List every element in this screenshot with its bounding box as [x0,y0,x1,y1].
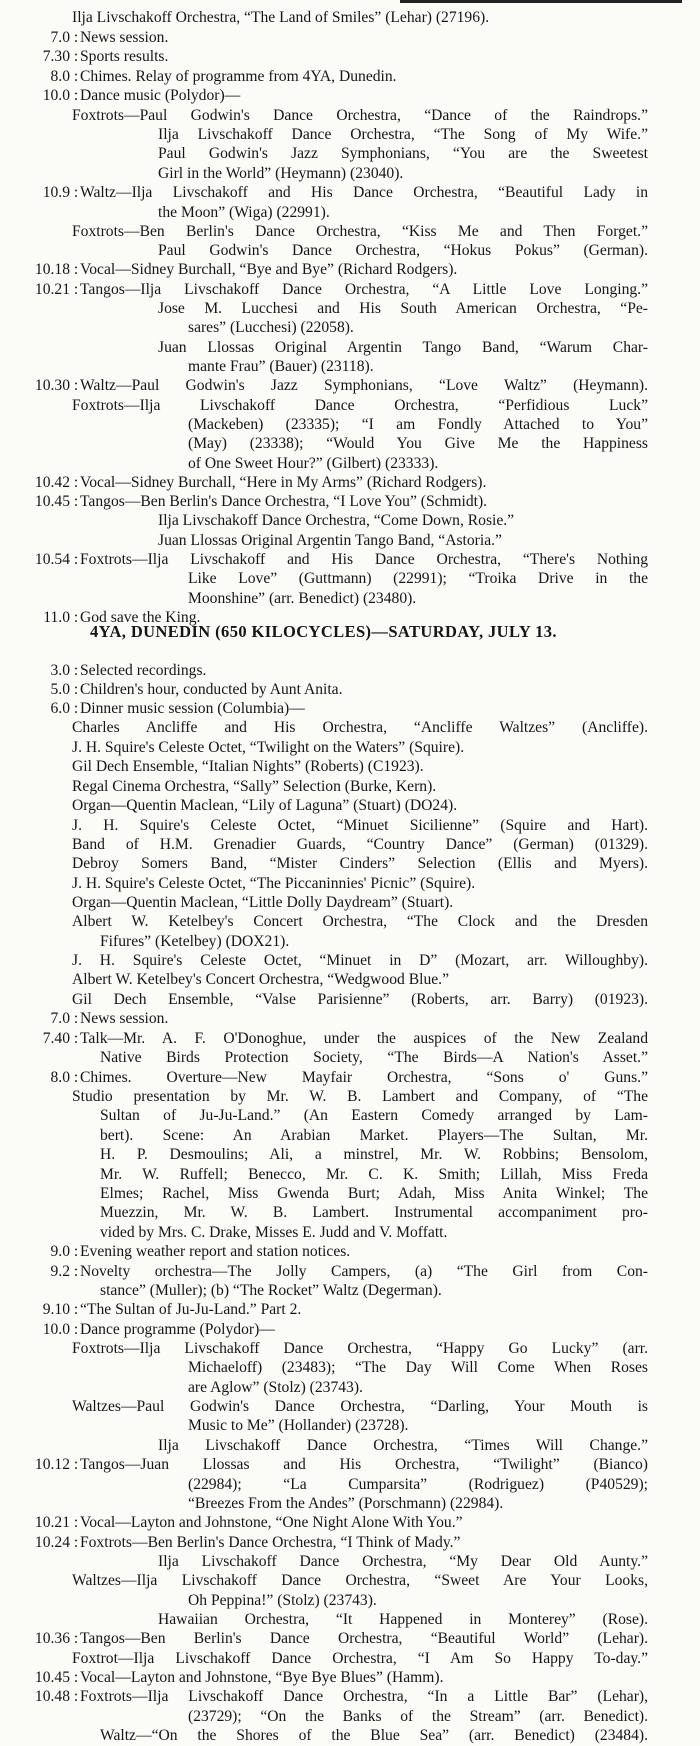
programme-text: H. P. Desmoulins; Ali, a minstrel, Mr. W. Robbins; Bensolom, [100,1146,648,1163]
time-label: 10.21 [34,281,70,298]
programme-line [0,1494,700,1514]
time-label: 10.54 [34,551,70,568]
programme-line [0,1106,700,1126]
time-separator: : [73,68,79,85]
programme-line [0,1687,700,1707]
programme-text: Tangos—Ben Berlin's Dance Orchestra, “I Love You” (Schmidt). [80,493,488,510]
time-label: 10.45 [34,1669,70,1686]
programme-line [0,1378,700,1398]
time-label: 7.40 [42,1030,70,1047]
programme-line [0,893,700,913]
programme-text: Juan Llossas Original Argentin Tango Band, “Astoria.” [158,532,502,549]
programme-line [0,854,700,874]
programme-line [0,1668,700,1688]
programme-line [0,699,700,719]
programme-line [0,1513,700,1533]
programme-line [0,1533,700,1553]
programme-line [0,203,700,223]
time-separator: : [73,1301,79,1318]
programme-text: Evening weather report and station notices. [80,1243,351,1260]
programme-text: Elmes; Rachel, Miss Gwenda Burt; Adah, Miss Anita Winkel; The [100,1185,648,1202]
programme-text: Albert W. Ketelbey's Concert Orchestra, “Wedgwood Blue.” [72,971,449,988]
programme-line [0,1184,700,1204]
programme-line [0,67,700,87]
programme-line [0,1649,700,1669]
time-separator: : [73,184,79,201]
programme-text: Vocal—Sidney Burchall, “Here in My Arms” (Richard Rodgers). [80,474,487,491]
programme-text: Sultan of Ju-Ju-Land.” (An Eastern Comedy arranged by Lam- [100,1107,648,1124]
programme-line [0,1726,700,1746]
programme-text: Vocal—Sidney Burchall, “Bye and Bye” (Richard Rodgers). [80,261,458,278]
programme-text: Foxtrots—Ilja Livschakoff Dance Orchestra, “Perfidious Luck” [72,397,648,414]
programme-text: Novelty orchestra—The Jolly Campers, (a) “The Girl from Con- [80,1263,648,1280]
programme-line [0,874,700,894]
programme-line [0,1397,700,1417]
programme-line [0,1358,700,1378]
programme-text: Waltzes—Paul Godwin's Dance Orchestra, “Darling, Your Mouth is [72,1398,648,1415]
time-label: 10.30 [34,377,70,394]
programme-line [0,183,700,203]
programme-line [0,661,700,681]
programme-line [0,1242,700,1262]
programme-text: News session. [80,29,169,46]
time-label: 9.2 [50,1263,70,1280]
programme-line [0,1610,700,1630]
programme-line [0,1087,700,1107]
time-separator: : [73,474,79,491]
programme-line [0,1416,700,1436]
programme-line [0,1223,700,1243]
programme-line [0,106,700,126]
programme-text: Selected recordings. [80,662,207,679]
programme-line [0,589,700,609]
programme-text: (23729); “On the Banks of the Stream” (arr. Benedict). [188,1708,648,1725]
programme-text: (Mackeben) (23335); “I am Fondly Attached to You” [188,416,648,433]
programme-text: Juan Llossas Original Argentin Tango Band, “Warum Char- [158,339,648,356]
programme-line [0,454,700,474]
programme-text: Albert W. Ketelbey's Concert Orchestra, “The Clock and the Dresden [72,913,648,930]
programme-text: Moonshine” (arr. Benedict) (23480). [188,590,417,607]
programme-text: Foxtrots—Ben Berlin's Dance Orchestra, “Kiss Me and Then Forget.” [72,223,648,240]
programme-text: Foxtrots—Paul Godwin's Dance Orchestra, “Dance of the Raindrops.” [72,107,648,124]
time-label: 10.0 [42,1321,70,1338]
programme-text: Chimes. Relay of programme from 4YA, Dunedin. [80,68,397,85]
time-separator: : [73,493,79,510]
programme-line [0,8,700,28]
programme-text: (May) (23338); “Would You Give Me the Happiness [188,435,648,452]
programme-text: Charles Ancliffe and His Orchestra, “Ancliffe Waltzes” (Ancliffe). [72,719,648,736]
time-label: 10.42 [34,474,70,491]
programme-text: Native Birds Protection Society, “The Birds—A Nation's Asset.” [100,1049,648,1066]
programme-line [0,1048,700,1068]
programme-line [0,1629,700,1649]
programme-text: Regal Cinema Orchestra, “Sally” Selection (Burke, Kern). [72,778,437,795]
programme-line [0,280,700,300]
programme-line [0,125,700,145]
programme-text: Foxtrots—Ilja Livschakoff Dance Orchestra, “Happy Go Lucky” (arr. [72,1340,648,1357]
programme-text: the Moon” (Wiga) (22991). [158,204,330,221]
programme-text: Ilja Livschakoff Dance Orchestra, “Times Will Change.” [158,1437,648,1454]
top-rule [400,0,682,3]
programme-text: Foxtrots—Ben Berlin's Dance Orchestra, “I Think of Mady.” [80,1534,461,1551]
programme-text: Ilja Livschakoff Orchestra, “The Land of Smiles” (Lehar) (27196). [72,9,490,26]
time-separator: : [73,281,79,298]
programme-text: stance” (Muller); (b) “The Rocket” Waltz (Degerman). [100,1282,442,1299]
programme-line [0,144,700,164]
programme-text: Tangos—Ilja Livschakoff Dance Orchestra, “A Little Love Longing.” [80,281,648,298]
time-separator: : [73,377,79,394]
programme-text: J. H. Squire's Celeste Octet, “Minuet Sicilienne” (Squire and Hart). [72,817,648,834]
programme-line [0,1281,700,1301]
programme-line [0,47,700,67]
time-label: 10.12 [34,1456,70,1473]
programme-line [0,1145,700,1165]
time-label: 10.21 [34,1514,70,1531]
time-label: 11.0 [43,609,70,626]
programme-text: Children's hour, conducted by Aunt Anita. [80,681,343,698]
programme-line [0,260,700,280]
programme-text: Sports results. [80,48,169,65]
programme-text: mante Frau” (Bauer) (23118). [188,358,374,375]
programme-line [0,970,700,990]
programme-text: Organ—Quentin Maclean, “Little Dolly Daydream” (Stuart). [72,894,454,911]
time-separator: : [73,1514,79,1531]
programme-text: Fifures” (Ketelbey) (DOX21). [100,933,290,950]
programme-line [0,415,700,435]
programme-text: Gil Dech Ensemble, “Valse Parisienne” (Roberts, arr. Barry) (01923). [72,991,648,1008]
programme-text: Band of H.M. Grenadier Guards, “Country Dance” (German) (01329). [72,836,648,853]
programme-text: Hawaiian Orchestra, “It Happened in Monterey” (Rose). [158,1611,648,1628]
programme-line [0,1009,700,1029]
time-label: 10.45 [34,493,70,510]
programme-text: God save the King. [80,609,201,626]
programme-line [0,569,700,589]
programme-text: J. H. Squire's Celeste Octet, “The Piccaninnies' Picnic” (Squire). [72,875,476,892]
programme-text: Vocal—Layton and Johnstone, “One Night Alone With You.” [80,1514,463,1531]
programme-line [0,912,700,932]
programme-line [0,338,700,358]
programme-line [0,531,700,551]
programme-text: Muezzin, Mr. W. B. Lambert. Instrumental accompaniment pro- [100,1204,648,1221]
programme-text: “Breezes From the Andes” (Porschmann) (22984). [188,1495,504,1512]
programme-text: of One Sweet Hour?” (Gilbert) (23333). [188,455,439,472]
time-label: 10.18 [34,261,70,278]
programme-text: Ilja Livschakoff Dance Orchestra, “Come Down, Rosie.” [158,512,515,529]
time-separator: : [73,700,79,717]
time-label: 7.30 [42,48,70,65]
programme-text: Foxtrots—Ilja Livschakoff and His Dance Orchestra, “There's Nothing [80,551,648,568]
programme-text: Michaeloff) (23483); “The Day Will Come When Roses [188,1359,648,1376]
programme-line [0,318,700,338]
programme-text: sares” (Lucchesi) (22058). [188,319,354,336]
programme-text: Waltzes—Ilja Livschakoff Dance Orchestra, “Sweet Are Your Looks, [72,1572,648,1589]
time-separator: : [73,609,79,626]
programme-line [0,376,700,396]
programme-text: Chimes. Overture—New Mayfair Orchestra, “Sons o' Guns.” [80,1069,648,1086]
time-separator: : [73,87,79,104]
programme-line [0,28,700,48]
time-separator: : [73,48,79,65]
programme-text: Mr. W. Ruffell; Benecco, Mr. C. K. Smith; Lillah, Miss Freda [100,1166,648,1183]
station-heading: 4YA, DUNEDIN (650 KILOCYCLES)—SATURDAY, JULY 13. [90,622,557,641]
programme-line [0,757,700,777]
time-label: 8.0 [50,1069,70,1086]
time-separator: : [73,1669,79,1686]
programme-text: Paul Godwin's Dance Orchestra, “Hokus Pokus” (German). [158,242,648,259]
programme-line [0,1552,700,1572]
time-label: 5.0 [50,681,70,698]
programme-text: (22984); “La Cumparsita” (Rodriguez) (P40529); [188,1476,648,1493]
programme-text: Gil Dech Ensemble, “Italian Nights” (Roberts) (C1923). [72,758,424,775]
programme-text: Like Love” (Guttmann) (22991); “Troika Drive in the [188,570,648,587]
programme-text: bert). Scene: An Arabian Market. Players—The Sultan, Mr. [100,1127,648,1144]
time-separator: : [73,1030,79,1047]
programme-line [0,241,700,261]
time-separator: : [73,1688,79,1705]
programme-text: Waltz—“On the Shores of the Blue Sea” (arr. Benedict) (23484). [100,1727,648,1744]
time-separator: : [73,1069,79,1086]
time-label: 10.36 [34,1630,70,1647]
programme-text: Dance music (Polydor)— [80,87,241,104]
time-label: 10.48 [34,1688,70,1705]
programme-text: Foxtrots—Ilja Livschakoff Dance Orchestra, “In a Little Bar” (Lehar), [80,1688,648,1705]
programme-line [0,796,700,816]
time-separator: : [73,681,79,698]
programme-line [0,550,700,570]
time-separator: : [73,1263,79,1280]
time-separator: : [73,662,79,679]
programme-text: Oh Peppina!” (Stolz) (23743). [188,1592,377,1609]
time-separator: : [73,551,79,568]
time-label: 3.0 [50,662,70,679]
time-label: 10.24 [34,1534,70,1551]
programme-line [0,1203,700,1223]
programme-line [0,1436,700,1456]
programme-text: Dance programme (Polydor)— [80,1321,275,1338]
programme-text: Organ—Quentin Maclean, “Lily of Laguna” (Stuart) (DO24). [72,797,458,814]
time-label: 7.0 [50,1010,70,1027]
programme-line [0,680,700,700]
time-separator: : [73,1010,79,1027]
programme-line [0,1165,700,1185]
programme-line [0,777,700,797]
programme-line [0,299,700,319]
time-separator: : [73,1534,79,1551]
programme-line [0,1320,700,1340]
time-separator: : [73,261,79,278]
programme-text: “The Sultan of Ju-Ju-Land.” Part 2. [80,1301,302,1318]
programme-text: Jose M. Lucchesi and His South American Orchestra, “Pe- [158,300,648,317]
programme-text: News session. [80,1010,169,1027]
programme-text: Music to Me” (Hollander) (23728). [188,1417,409,1434]
programme-line [0,1029,700,1049]
programme-line [0,492,700,512]
time-label: 8.0 [50,68,70,85]
programme-line [0,473,700,493]
programme-line [0,1591,700,1611]
programme-line [0,164,700,184]
programme-text: Talk—Mr. A. F. O'Donoghue, under the auspices of the New Zealand [80,1030,648,1047]
programme-line [0,932,700,952]
programme-text: Studio presentation by Mr. W. B. Lambert and Company, of “The [72,1088,648,1105]
time-label: 10.0 [42,87,70,104]
programme-text: Girl in the World” (Heymann) (23040). [158,165,404,182]
programme-text: Debroy Somers Band, “Mister Cinders” Selection (Ellis and Myers). [72,855,648,872]
time-label: 9.10 [42,1301,70,1318]
time-label: 9.0 [50,1243,70,1260]
time-label: 10.9 [42,184,70,201]
programme-text: Dinner music session (Columbia)— [80,700,305,717]
programme-line [0,222,700,242]
programme-line [0,511,700,531]
programme-line [0,434,700,454]
programme-text: J. H. Squire's Celeste Octet, “Twilight on the Waters” (Squire). [72,739,465,756]
programme-line [0,1262,700,1282]
programme-line [0,718,700,738]
programme-text: Tangos—Juan Llossas and His Orchestra, “Twilight” (Bianco) [80,1456,648,1473]
programme-line [0,1068,700,1088]
programme-text: are Aglow” (Stolz) (23743). [188,1379,363,1396]
programme-line [0,951,700,971]
time-separator: : [73,1630,79,1647]
time-label: 6.0 [50,700,70,717]
programme-text: J. H. Squire's Celeste Octet, “Minuet in D” (Mozart, arr. Willoughby). [72,952,648,969]
programme-text: Tangos—Ben Berlin's Dance Orchestra, “Beautiful World” (Lehar). [80,1630,648,1647]
programme-line [0,835,700,855]
programme-line [0,816,700,836]
programme-line [0,1707,700,1727]
programme-line [0,1339,700,1359]
time-label: 7.0 [50,29,70,46]
time-separator: : [73,29,79,46]
programme-text: Vocal—Layton and Johnstone, “Bye Bye Blues” (Hamm). [80,1669,444,1686]
programme-line [0,1475,700,1495]
programme-line [0,1126,700,1146]
programme-text: vided by Mrs. C. Drake, Misses E. Judd and V. Moffatt. [100,1224,448,1241]
programme-line [0,86,700,106]
time-separator: : [73,1456,79,1473]
programme-text: Waltz—Paul Godwin's Jazz Symphonians, “Love Waltz” (Heymann). [80,377,648,394]
programme-text: Paul Godwin's Jazz Symphonians, “You are the Sweetest [158,145,648,162]
programme-text: Ilja Livschakoff Dance Orchestra, “The Song of My Wife.” [158,126,648,143]
programme-text: Foxtrot—Ilja Livschakoff Dance Orchestra, “I Am So Happy To-day.” [72,1650,648,1667]
programme-line [0,738,700,758]
programme-line [0,990,700,1010]
time-separator: : [73,1321,79,1338]
programme-text: Ilja Livschakoff Dance Orchestra, “My Dear Old Aunty.” [158,1553,648,1570]
programme-line [0,396,700,416]
programme-line [0,357,700,377]
programme-text: Waltz—Ilja Livschakoff and His Dance Orchestra, “Beautiful Lady in [80,184,648,201]
programme-line [0,1571,700,1591]
programme-line [0,1300,700,1320]
programme-line [0,1455,700,1475]
time-separator: : [73,1243,79,1260]
